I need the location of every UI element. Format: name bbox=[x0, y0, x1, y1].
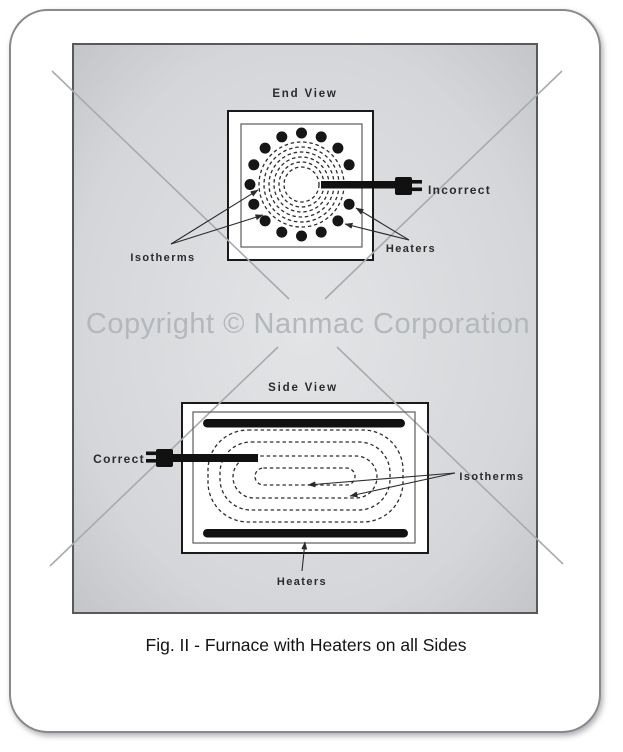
figure-caption: Fig. II - Furnace with Heaters on all Sides bbox=[145, 635, 467, 655]
end-view-title: End View bbox=[272, 88, 338, 100]
end-view-heaters-label: Heaters bbox=[385, 243, 437, 255]
correct-label: Correct bbox=[93, 452, 145, 466]
heater-bar-bottom bbox=[203, 529, 408, 538]
watermark-text: Copyright © Nanmac Corporation bbox=[85, 308, 531, 340]
side-view-isotherms-label: Isotherms bbox=[459, 471, 525, 483]
incorrect-label: Incorrect bbox=[428, 183, 492, 197]
heater-bar-top bbox=[203, 419, 405, 428]
end-view-isotherms-label: Isotherms bbox=[130, 252, 196, 264]
side-view-heaters-label: Heaters bbox=[276, 576, 328, 588]
side-view-title: Side View bbox=[268, 382, 338, 394]
